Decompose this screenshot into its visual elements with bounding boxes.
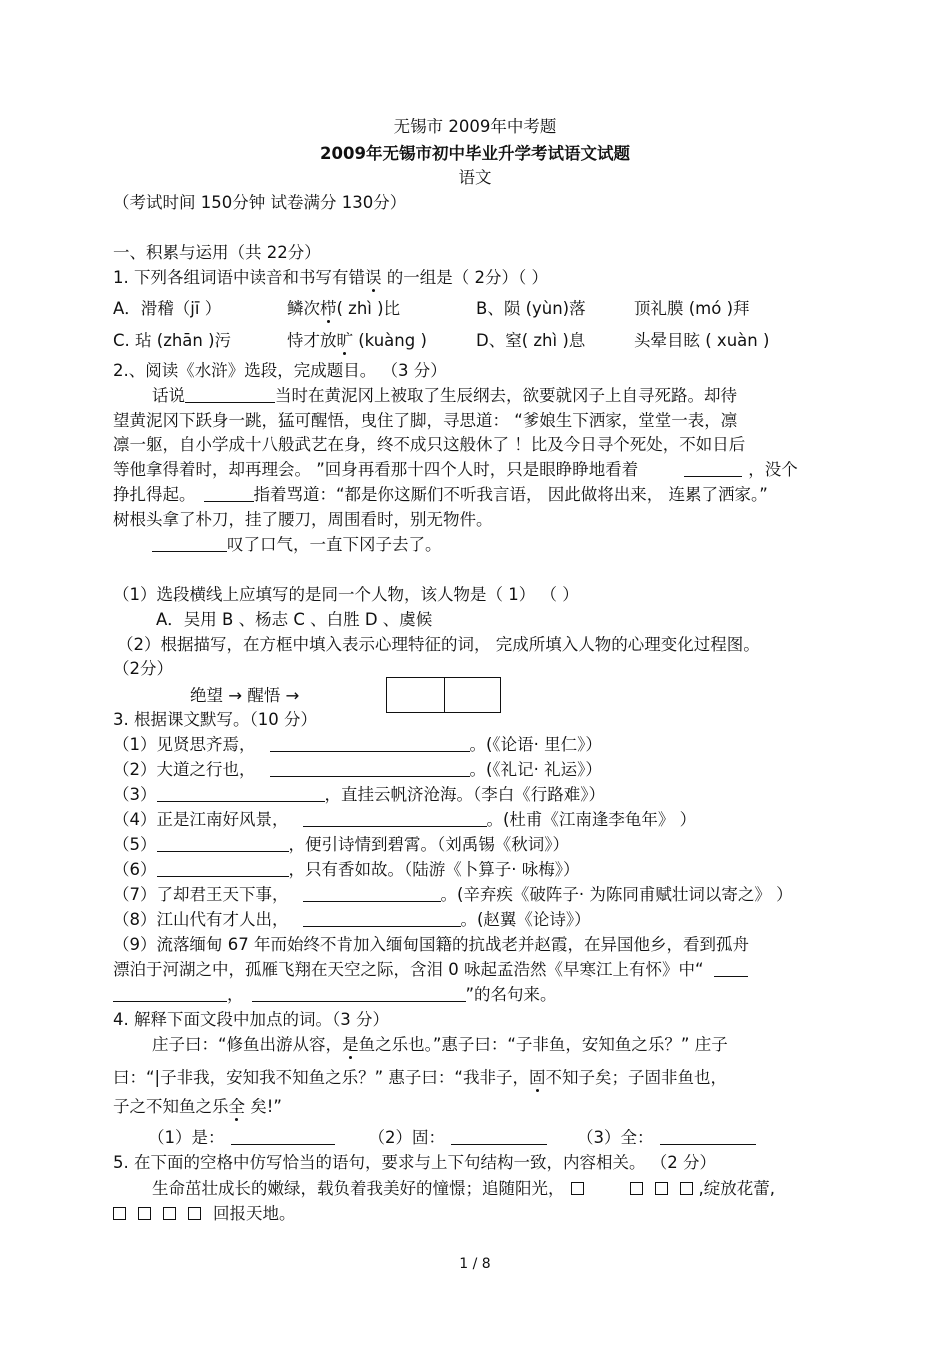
q3-l3-b: ，直挂云帆济沧海。（李白《行路难》） xyxy=(324,785,605,804)
q4-p2-dotted: 固 xyxy=(528,1068,546,1087)
q3-blank-9c[interactable] xyxy=(252,985,466,1002)
q3-line-3 xyxy=(113,784,605,806)
q1-c2-a: 恃才放 xyxy=(287,331,337,350)
subject-title: 语文 xyxy=(458,168,492,187)
q2-p1-b: 当时在黄泥冈上被取了生辰纲去，欲要就冈子上自寻死路。却待 xyxy=(275,386,737,405)
q4-answer-1-label: （1）是： xyxy=(148,1128,225,1147)
q2-flow-text: 绝望 → 醒悟 → xyxy=(190,686,300,705)
q2-para-line-1 xyxy=(152,385,737,407)
q5-p1-a: 生命茁壮成长的嫩绿，载负着我美好的憧憬；追随阳光， xyxy=(152,1179,565,1198)
q3-l6-a: （6） xyxy=(113,860,157,879)
q2-para-line-5 xyxy=(113,484,768,506)
q5-para-line-1 xyxy=(152,1178,775,1200)
q2-blank-1[interactable] xyxy=(185,386,275,403)
q3-blank-9b[interactable] xyxy=(113,985,227,1002)
q4-p3-b: 矣!” xyxy=(245,1097,282,1116)
q3-line-11 xyxy=(113,984,557,1006)
q3-l3-a: （3） xyxy=(113,785,157,804)
q3-line-10 xyxy=(113,959,748,981)
q3-line-2 xyxy=(113,759,602,781)
q3-blank-9a[interactable] xyxy=(714,960,748,977)
q3-l7-b: 。(辛弃疾《破阵子· 为陈同甫赋壮词以寄之》 ） xyxy=(440,885,793,904)
q3-l8-a: （8）江山代有才人出， xyxy=(113,910,289,929)
q1-option-b2: 顶礼膜 (mó )拜 xyxy=(634,299,750,318)
q3-line-8 xyxy=(113,909,591,931)
q2-answer-box-divider xyxy=(444,678,445,712)
q3-stem: 3. 根据课文默写。（10 分） xyxy=(113,710,317,729)
q5-box[interactable] xyxy=(655,1182,668,1195)
q3-l2-b: 。(《礼记· 礼运》） xyxy=(469,760,602,779)
q2-para-line-2: 望黄泥冈下跃身一跳，猛可醒悟，曳住了脚，寻思道： “爹娘生下洒家，堂堂一表，凛 xyxy=(113,411,738,430)
q3-l5-a: （5） xyxy=(113,835,157,854)
q5-box[interactable] xyxy=(113,1207,126,1220)
q2-para-line-3: 凛一躯，自小学成十八般武艺在身，终不成只这般休了 ！比及今日寻个死处，不如日后 xyxy=(113,435,746,454)
q3-l11-b: ”的名句来。 xyxy=(465,985,557,1004)
q4-answer-3-label: （3）全： xyxy=(577,1128,654,1147)
q3-blank-6[interactable] xyxy=(157,860,289,877)
q1-stem-b: 的一组是（ 2分）（ ） xyxy=(381,268,548,287)
q5-p1-b: ,绽放花蕾, xyxy=(698,1179,775,1198)
q3-line-4 xyxy=(113,809,696,831)
q2-blank-2[interactable] xyxy=(684,460,742,477)
q5-box[interactable] xyxy=(163,1207,176,1220)
q1-option-c1: C. 玷 (zhān )污 xyxy=(113,331,232,350)
q4-p1-b: 鱼之乐也。”惠子曰：“子非鱼，安知鱼之乐？” 庄子 xyxy=(358,1035,728,1054)
q4-stem: 4. 解释下面文段中加点的词。（3 分） xyxy=(113,1010,389,1029)
q3-l2-a: （2）大道之行也， xyxy=(113,760,256,779)
q5-para-line-2 xyxy=(113,1203,296,1225)
q4-p3-a: 子之不知鱼之乐 xyxy=(113,1097,229,1116)
q3-line-7 xyxy=(113,884,793,906)
q1-a2-a: 鳞次 xyxy=(287,299,320,318)
q2-answer-box[interactable] xyxy=(386,677,501,713)
q3-blank-3[interactable] xyxy=(157,785,325,802)
q4-p3-dotted: 全 xyxy=(228,1097,245,1116)
q3-l4-a: （4）正是江南好风景， xyxy=(113,810,289,829)
q1-option-a1: A．滑稽（jī ） xyxy=(113,299,222,318)
q3-blank-8[interactable] xyxy=(303,910,461,927)
q2-para-line-6: 树根头拿了朴刀，挂了腰刀，周围看时，别无物件。 xyxy=(113,510,493,529)
q5-box[interactable] xyxy=(138,1207,151,1220)
q3-line-9: （9）流落缅甸 67 年而始终不肯加入缅甸国籍的抗战老并赵霞，在异国他乡，看到孤舟 xyxy=(113,935,749,954)
q2-p7: 叹了口气，一直下冈子去了。 xyxy=(227,535,442,554)
q5-box[interactable] xyxy=(680,1182,693,1195)
q2-p4-a: 等他拿得着时，却再理会。 ”回身再看那十四个人时，只是眼睁睁地看着 xyxy=(113,460,639,479)
q1-option-b1: B、陨 (yùn)落 xyxy=(476,299,586,318)
q5-stem: 5. 在下面的空格中仿写恰当的语句，要求与上下句结构一致，内容相关。 （2 分） xyxy=(113,1153,716,1172)
q1-option-d2: 头晕目眩 ( xuàn ) xyxy=(634,331,770,350)
q5-box[interactable] xyxy=(188,1207,201,1220)
q4-answers xyxy=(148,1127,756,1149)
q2-stem: 2.、阅读《水浒》选段，完成题目。 （3 分） xyxy=(113,361,447,380)
q4-para-line-2 xyxy=(113,1067,727,1089)
q4-p2-b: 不知子矣；子固非鱼也， xyxy=(545,1068,727,1087)
q3-l5-b: ，便引诗情到碧霄。（刘禹锡《秋词》） xyxy=(288,835,569,854)
q1-stem xyxy=(113,267,548,289)
q1-option-c2 xyxy=(287,330,427,352)
q4-p1-a: 庄子曰：“修鱼出游从容， xyxy=(152,1035,343,1054)
q3-blank-5[interactable] xyxy=(157,835,289,852)
q2-para-line-7 xyxy=(152,534,442,556)
q4-blank-2[interactable] xyxy=(451,1128,547,1145)
q2-sub1: （1）选段横线上应填写的是同一个人物，该人物是（ 1） （ ） xyxy=(113,585,579,604)
q1-c2-dotted: 旷 xyxy=(336,331,353,350)
q1-c2-b: (kuàng ) xyxy=(353,331,427,350)
q2-sub2-score: （2分） xyxy=(113,659,173,678)
q3-line-6 xyxy=(113,859,580,881)
q2-blank-4[interactable] xyxy=(152,535,227,552)
q5-box[interactable] xyxy=(630,1182,643,1195)
q4-para-line-1 xyxy=(152,1034,728,1056)
q5-box[interactable] xyxy=(571,1182,584,1195)
q1-option-a2 xyxy=(287,298,400,320)
q3-l1-b: 。(《论语· 里仁》） xyxy=(469,735,602,754)
q2-p5-b: 指着骂道：“都是你这厮们不听我言语， 因此做将出来， 连累了洒家。” xyxy=(253,485,768,504)
q1-a2-b: ( zhì )比 xyxy=(336,299,401,318)
q4-blank-3[interactable] xyxy=(660,1128,756,1145)
section-title: 一、积累与运用（共 22分） xyxy=(113,243,321,262)
exam-title: 2009年无锡市初中毕业升学考试语文试题 xyxy=(320,144,630,163)
q1-a2-dotted: 栉 xyxy=(320,299,337,318)
q3-line-5 xyxy=(113,834,569,856)
q3-blank-2[interactable] xyxy=(270,760,470,777)
q4-blank-1[interactable] xyxy=(231,1128,335,1145)
q2-para-line-4 xyxy=(113,459,798,481)
q2-sub2: （2）根据描写，在方框中填入表示心理特征的词， 完成所填入人物的心理变化过程图。 xyxy=(117,635,760,654)
q1-stem-a: 1. 下列各组词语中读音和书写有错 xyxy=(113,268,365,287)
q4-answer-2-label: （2）固： xyxy=(368,1128,445,1147)
q4-para-line-3 xyxy=(113,1096,282,1118)
q2-p1-a: 话说 xyxy=(152,386,185,405)
q3-l10-a: 漂泊于河湖之中，孤雁飞翔在天空之际，含泪 0 咏起孟浩然《早寒江上有怀》中“ xyxy=(113,960,704,979)
q1-option-d1: D、窒( zhì )息 xyxy=(476,331,586,350)
page-number: 1 / 8 xyxy=(459,1256,491,1272)
q2-blank-3[interactable] xyxy=(204,485,254,502)
q4-p1-dotted: 是 xyxy=(342,1035,359,1054)
q1-stem-dotted: 误 xyxy=(365,268,382,287)
q3-blank-7[interactable] xyxy=(303,885,441,902)
q3-l8-b: 。(赵翼《论诗》） xyxy=(460,910,591,929)
header-line-1: 无锡市 2009年中考题 xyxy=(393,117,557,136)
q2-sub1-options: A．吴用 B 、杨志 C 、白胜 D 、虞候 xyxy=(156,610,433,629)
q3-l7-a: （7）了却君王天下事， xyxy=(113,885,289,904)
q3-blank-4[interactable] xyxy=(303,810,487,827)
q3-l6-b: ，只有香如故。（陆游《卜算子· 咏梅》） xyxy=(288,860,580,879)
q3-l11-a: ， xyxy=(227,985,244,1004)
q4-p2-a: 曰：“|子非我，安知我不知鱼之乐？” 惠子曰：“我非子， xyxy=(113,1068,529,1087)
q3-blank-1[interactable] xyxy=(270,735,470,752)
exam-info: （考试时间 150分钟 试卷满分 130分） xyxy=(113,193,407,212)
q2-p4-b: ，没个 xyxy=(748,460,798,479)
q2-p5-a: 挣扎得起。 xyxy=(113,485,196,504)
q5-p2-b: 回报天地。 xyxy=(213,1204,296,1223)
q3-line-1 xyxy=(113,734,602,756)
q3-l1-a: （1）见贤思齐焉， xyxy=(113,735,256,754)
q3-l4-b: 。(杜甫《江南逢李龟年》 ） xyxy=(486,810,697,829)
